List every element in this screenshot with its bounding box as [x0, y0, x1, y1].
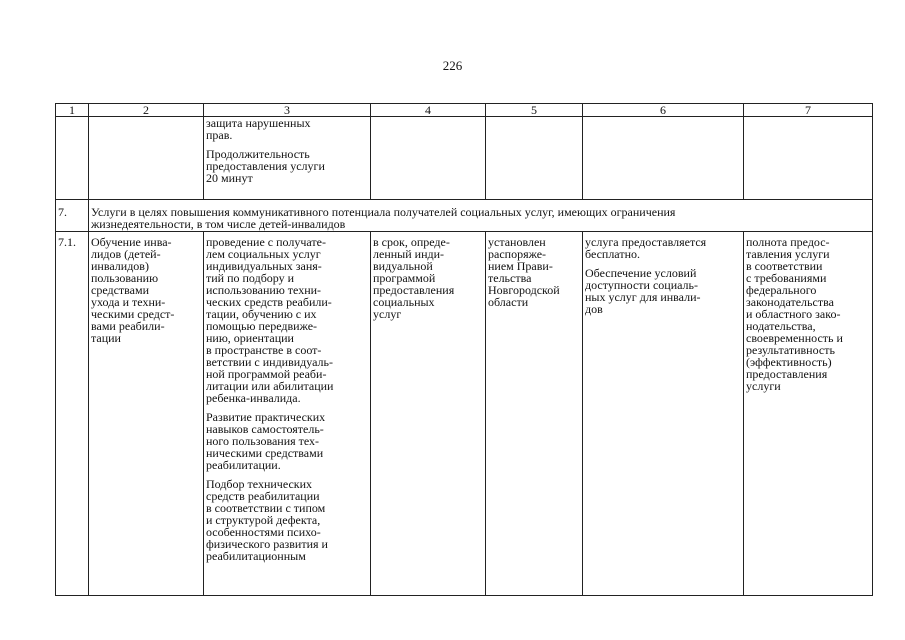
column-number: 1: [56, 104, 89, 117]
table-cell: [89, 117, 204, 200]
cell-paragraph: Обеспечение условий доступности социаль- ных услуг для инвали- дов: [585, 266, 701, 316]
services-table: [55, 103, 873, 596]
row-number: 7.1.: [56, 232, 89, 596]
column-number: 2: [89, 104, 204, 117]
cell-paragraph: Подбор технических средств реабилитации в соответствии с типом и структурой дефекта, особенностями психо- физического развития и реабилитационным: [206, 477, 328, 563]
service-term-cell: [371, 232, 486, 596]
cell-paragraph: Развитие практических навыков самостоятель- ного пользования тех- ническими средствами реабилитации.: [206, 410, 326, 472]
section-title: Услуги в целях повышения коммуникативного потенциала получателей социальных услуг, имеющих ограничения жизнедеятельности, в том числе детей-инвалидов: [89, 200, 873, 232]
continuation-row: [56, 117, 873, 200]
section-number: [56, 200, 89, 232]
cell-paragraph: защита нарушенных прав.: [206, 116, 311, 142]
service-term: в срок, опреде- ленный инди- видуальной программой предоставления социальных услуг: [373, 235, 455, 321]
column-number: 4: [371, 104, 486, 117]
table-cell: [371, 117, 486, 200]
column-number-row: [56, 104, 873, 117]
cell-paragraph: Продолжительность предоставления услуги 20 минут: [206, 147, 325, 185]
column-number: 7: [744, 104, 873, 117]
section-row: [56, 200, 873, 232]
cell-paragraph: услуга предоставляется бесплатно.: [585, 235, 707, 261]
cell-paragraph: проведение с получате- лем социальных услуг индивидуальных заня- тий по подбору и использованию техни- ческих средств реабили- тации, обучению с их помощью передвиже- нию, ориентации в пространстве в соот- ветствии с индивидуаль- ной программой реаби- литации или абилитации ребенка-инвалида.: [206, 235, 334, 405]
page-number: 226: [442, 58, 463, 73]
section-number-text: 7.: [58, 205, 67, 219]
service-description-cell: [204, 232, 371, 596]
service-name-cell: [89, 232, 204, 596]
service-conditions-cell: [583, 232, 744, 596]
table-row: [56, 232, 873, 596]
service-name: Обучение инва- лидов (детей- инвалидов) пользованию средствами ухода и техни- ческими средст- вами реабили- тации: [91, 235, 175, 345]
column-number: 6: [583, 104, 744, 117]
table-cell: [744, 117, 873, 200]
service-quality-cell: [744, 232, 873, 596]
table-cell: [583, 117, 744, 200]
continuation-description-cell: [204, 117, 371, 200]
service-tariff-cell: [486, 232, 583, 596]
table-cell: [56, 117, 89, 200]
service-quality: полнота предос- тавления услуги в соответствии с требованиями федерального законодательства и областного зако- нодательства, своевременность и результативность (эффективность) предоставления услуги: [746, 235, 843, 393]
column-number: 5: [486, 104, 583, 117]
column-number: 3: [204, 104, 371, 117]
table-cell: [486, 117, 583, 200]
service-tariff: установлен распоряже- нием Прави- тельства Новгородской области: [488, 235, 560, 309]
